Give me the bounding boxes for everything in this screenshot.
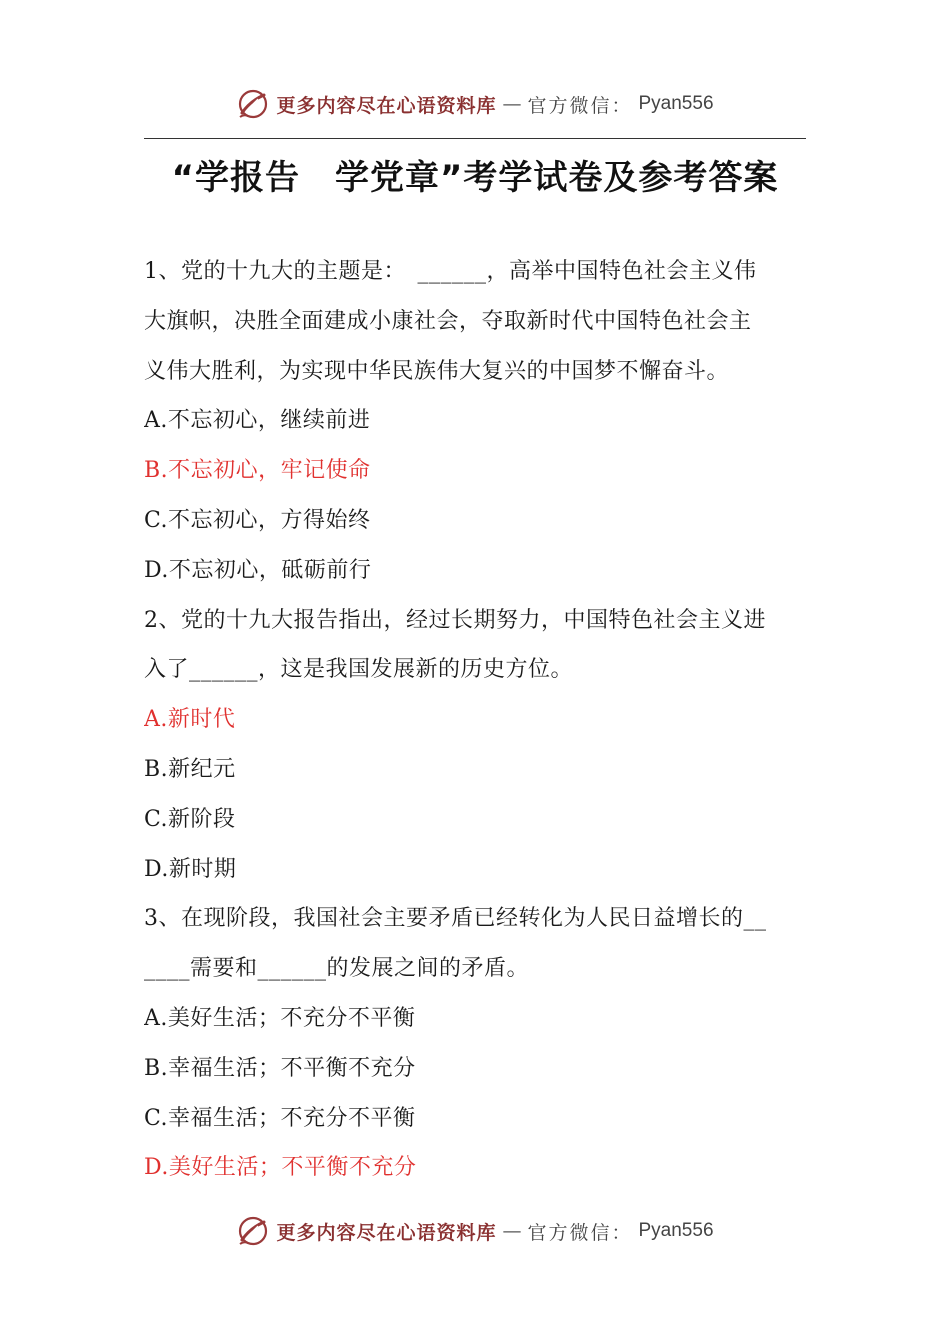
text-line: D.不忘初心，砥砺前行 (144, 557, 372, 583)
question-list (144, 247, 808, 1193)
watermark-separator: — (502, 1220, 522, 1242)
page-title: “学报告 学党章”考学试卷及参考答案 (171, 158, 779, 198)
text-line: B.幸福生活；不平衡不充分 (144, 1055, 416, 1081)
pen-logo-icon (236, 1214, 270, 1248)
text-line: 1、党的十九大的主题是： ______，高举中国特色社会主义伟 (144, 259, 757, 284)
watermark-wechat-id: Pyan556 (638, 93, 714, 114)
watermark-official-label: 官方微信： (527, 94, 633, 117)
text-line: 2、党的十九大报告指出，经过长期努力，中国特色社会主义进 (144, 607, 766, 633)
text-line: C.幸福生活；不充分不平衡 (144, 1105, 416, 1131)
text-line: C.不忘初心，方得始终 (144, 507, 371, 533)
footer-watermark (0, 1211, 950, 1251)
text-line: C.新阶段 (144, 806, 236, 832)
watermark-brand: 更多内容尽在心语资料库 (276, 94, 497, 117)
text-line: A.不忘初心，继续前进 (144, 408, 371, 434)
watermark-separator: — (502, 93, 522, 115)
answer-option-line: D.美好生活；不平衡不充分 (144, 1155, 417, 1181)
text-line: 入了______，这是我国发展新的历史方位。 (144, 657, 574, 683)
pen-logo-icon (236, 87, 270, 121)
watermark-brand: 更多内容尽在心语资料库 (276, 1221, 497, 1244)
text-line: A.美好生活；不充分不平衡 (144, 1005, 416, 1031)
answer-option-line: A.新时代 (144, 707, 236, 733)
watermark-wechat-id: Pyan556 (638, 1220, 714, 1241)
text-line: B.新纪元 (144, 756, 236, 782)
header-divider (144, 138, 806, 139)
text-line: 义伟大胜利，为实现中华民族伟大复兴的中国梦不懈奋斗。 (144, 358, 730, 384)
text-line: 大旗帜，决胜全面建成小康社会，夺取新时代中国特色社会主 (144, 308, 752, 334)
header-watermark (0, 84, 950, 124)
text-line: D.新时期 (144, 856, 237, 882)
watermark-official-label: 官方微信： (527, 1221, 633, 1244)
text-line: ____需要和______的发展之间的矛盾。 (144, 956, 530, 982)
answer-option-line: B.不忘初心，牢记使命 (144, 458, 371, 484)
text-line: 3、在现阶段，我国社会主要矛盾已经转化为人民日益增长的__ (144, 906, 767, 932)
